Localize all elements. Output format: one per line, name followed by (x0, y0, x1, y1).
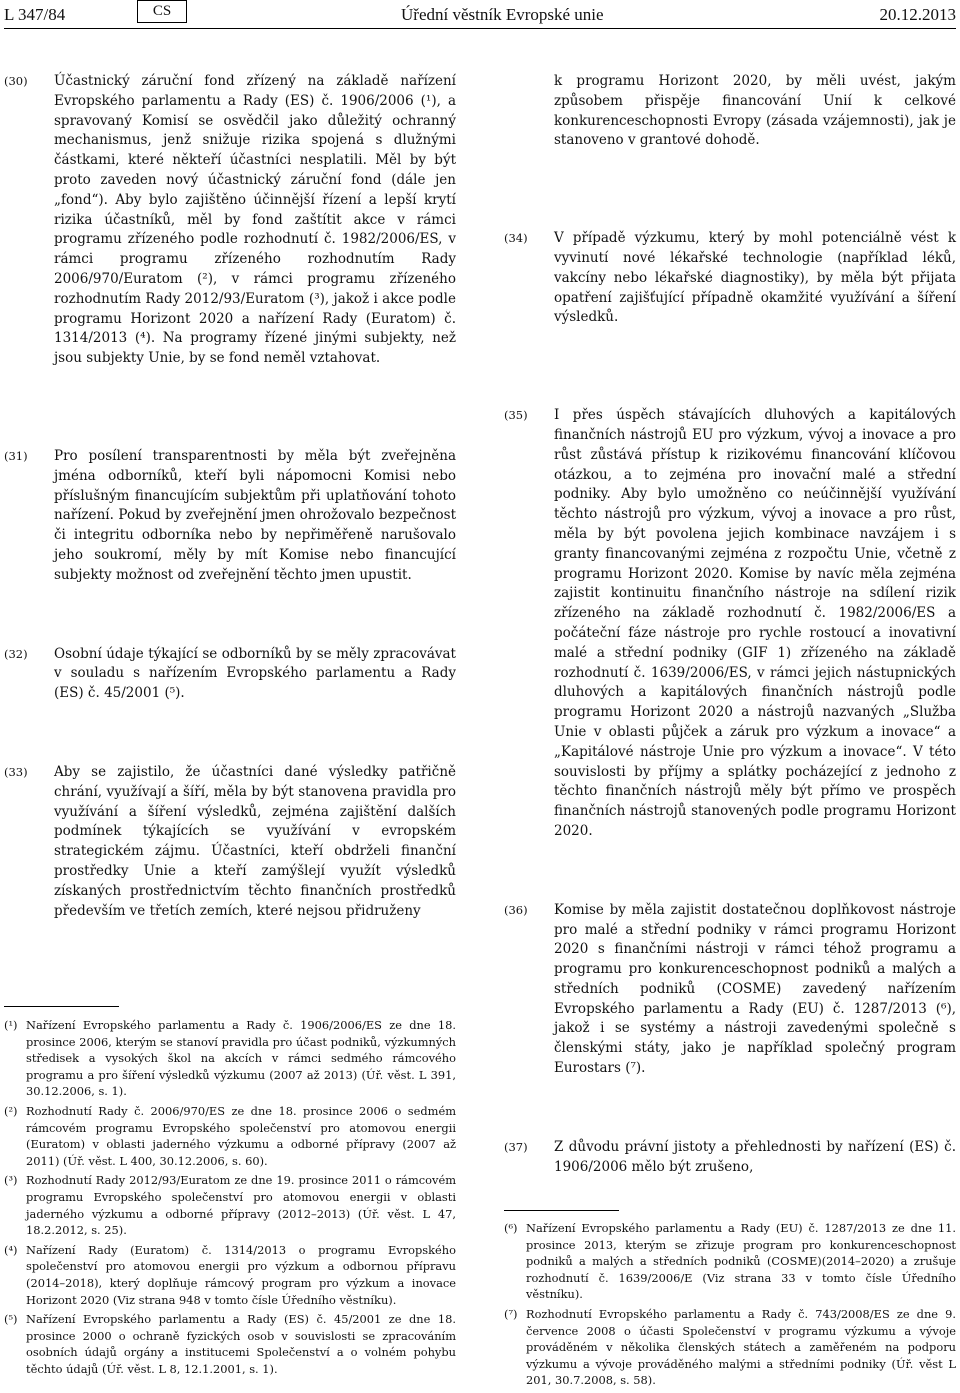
footnote-6: (⁶) Nařízení Evropského parlamentu a Rady (EU) č. 1287/2013 ze dne 11. prosince 2013, kterým se zřizuje program pro konkurenceschopnost podniků a malých a středních podniků (COSME)(2014–2020) a zrušuje rozhodnutí č. 1639/2006/E (Viz strana 33 v tomto čísle Úředního věstníku). (504, 1221, 956, 1302)
footnotes-right (504, 1220, 956, 1392)
recital-33-continued: k programu Horizont 2020, by měli uvést, jakým způsobem přispěje financování Unií k celkové konkurenceschopnosti Evropy (zásada vzájemnosti), jak je stanoveno v grantové dohodě. (554, 73, 956, 149)
footnotes-left (4, 1017, 456, 1380)
recital-35 (504, 406, 956, 842)
recital-number: (30) (4, 74, 28, 88)
footnote-4: (⁴) Nařízení Rady (Euratom) č. 1314/2013 o programu Evropského společenství pro atomovou energii pro výzkum a odbornou přípravu (2014–2018), který doplňuje rámcový program pro výzkum a inovace Horizont 2020 (Viz strana 948 v tomto čísle Úředního věstníku). (4, 1242, 456, 1307)
footnote-2: (²) Rozhodnutí Rady č. 2006/970/ES ze dne 18. prosince 2006 o sedmém rámcovém programu Evropského společenství pro atomovou energii (Euratom) v oblasti jaderného výzkumu a odborné přípravy (2007 až 2011) (Úř. věst. L 400, 30.12.2006, s. 60). (4, 1103, 456, 1168)
recital-30 (4, 72, 456, 369)
recital-number: (32) (4, 646, 28, 661)
right-column (504, 72, 956, 1219)
recital-text: I přes úspěch stávajících dluhových a kapitálových finančních nástrojů EU pro výzkum, vývoj a inovace a pro růst zůstává přístup k rizikovému financování klíčovou otázkou, a to zejména pro inovační malé a střední podniky. Aby bylo umožněno co neúčinnější využívání těchto nástrojů pro výzkum, vývoj a inovace a pro růst, měla by být povolena jejich kombinace navzájem i s granty financovanými zejména z rozpočtu Unie, včetně z programu Horizont 2020. Komise by navíc měla zejména zajistit kontinuitu finančního nástroje na sdílení rizik zřízeného na základě rozhodnutí č. 1982/2006/ES a počáteční fáze nástroje pro rychle rostoucí a inovativní malé a střední podniky (GIF 1) zřízeného na základě rozhodnutí č. 1639/2006/ES, v rámci jejich nástupnických dluhových a kapitálových finančních nástrojů podle programu Horizont 2020 a nástrojů nazvaných „Služba Unie v oblasti půjček a záruk pro výzkum a inovace“ a „Kapitálové nástroje Unie pro výzkum a inovace“. V této souvislosti by příjmy a splátky pocházející z jednoho z těchto finančních nástrojů měly být přímo ve prospěch finančních nástrojů stanovených podle programu Horizont 2020. (554, 407, 956, 839)
recital-text: Pro posílení transparentnosti by měla být zveřejněna jména odborníků, kteří byli nápomocni Komisi nebo příslušným financujícím subjektům při uplatňování tohoto nařízení. Pokud by zveřejnění jmen ohrožovalo bezpečnost či integritu odborníka nebo by nepřiměřeně narušovalo jeho soukromí, měly by mít Komise nebo financující subjekty možnost od zveřejnění těchto jmen upustit. (54, 447, 456, 583)
left-column (4, 72, 456, 963)
recital-number: (35) (504, 408, 528, 423)
recital-36 (504, 901, 956, 1079)
recital-31 (4, 447, 456, 586)
page-header (4, 0, 956, 29)
page-number: L 347/84 (4, 5, 66, 24)
journal-title: Úřední věstník Evropské unie (401, 5, 604, 24)
recital-text: V případě výzkumu, který by mohl potenciálně vést k vyvinutí nové lékařské technologie (například léků, vakcíny nebo lékařské diagnostiky), by měla být přijata opatření zajišťující případně okamžité využívání a šíření výsledků. (554, 230, 956, 326)
footnote-separator (4, 1006, 119, 1007)
recital-text: Účastnický záruční fond zřízený na základě nařízení Evropského parlamentu a Rady (ES) č. 1906/2006 (¹), a spravovaný Komisí se osvědčil jako důležitý ochranný mechanismus, jenž snižuje rizika spojená s dlužnými částkami, které někteří účastníci nesplatili. Měl by být proto zaveden nový účastnický záruční fond (dále jen „fond“). Aby bylo zajištěno účinnější řízení a lepší krytí rizika účastníků, měl by fond zaštítit akce v rámci programu zřízeného podle rozhodnutí č. 1982/2006/ES, v rámci programu zřízeného rozhodnutím Rady 2006/970/Euratom (²), v rámci programu zřízeného rozhodnutím Rady 2012/93/Euratom (³), jakož i akce podle programu Horizont 2020 a nařízení Rady (Euratom) č. 1314/2013 (⁴). Na programy řízené jinými subjekty, než jsou subjekty Unie, by se fond neměl vztahovat. (54, 73, 456, 367)
footnote-3: (³) Rozhodnutí Rady 2012/93/Euratom ze dne 19. prosince 2011 o rámcovém programu Evropského společenství pro atomovou energii v oblasti jaderného výzkumu a odborné přípravy (2012–2013) (Úř. věst. L 47, 18.2.2012, s. 25). (4, 1173, 456, 1238)
recital-text: Aby se zajistilo, že účastníci dané výsledky patřičně chrání, využívají a šíří, měla by být stanovena pravidla pro využívání a šíření výsledků, zejména zajištění dalších podmínek týkajících se využívání v evropském strategickém zájmu. Účastníci, kteří obdrželi finanční prostředky Unie a kteří zamýšlejí využít výsledků získaných prostřednictvím těchto finančních prostředků především ve třetích zemích, které nejsou přidruženy (54, 763, 456, 919)
recital-number: (37) (504, 1139, 528, 1154)
recital-text: Osobní údaje týkající se odborníků by se měly zpracovávat v souladu s nařízením Evropského parlamentu a Rady (ES) č. 45/2001 (⁵). (54, 645, 456, 702)
recital-number: (31) (4, 448, 28, 463)
recital-33 (4, 763, 456, 921)
recital-number: (36) (504, 902, 528, 917)
language-code: CS (137, 0, 187, 23)
recital-number: (34) (504, 231, 528, 246)
recital-32 (4, 645, 456, 704)
recital-37 (504, 1138, 956, 1178)
footnote-7: (⁷) Rozhodnutí Evropského parlamentu a Rady č. 743/2008/ES ze dne 9. července 2008 o účasti Společenství v programu výzkumu a vývoje prováděném v několika členských státech a zaměřeném na podporu výzkumu a vývoje prováděného malými a středními podniky (Úř. věst L 201, 30.7.2008, s. 58). (504, 1306, 956, 1388)
recital-number: (33) (4, 764, 28, 779)
footnote-1: (¹) Nařízení Evropského parlamentu a Rady č. 1906/2006/ES ze dne 18. prosince 2006, kterým se stanoví pravidla pro účast podniků, výzkumných středisek a vysokých škol na akcích v rámci sedmého rámcového programu a pro šíření výsledků výzkumu (2007 až 2013) (Úř. věst. L 391, 30.12.2006, s. 1). (4, 1018, 456, 1099)
issue-date: 20.12.2013 (879, 5, 956, 24)
footnote-separator (504, 1210, 619, 1211)
recital-text: Z důvodu právní jistoty a přehlednosti by nařízení (ES) č. 1906/2006 mělo být zrušeno, (554, 1138, 956, 1175)
footnote-5: (⁵) Nařízení Evropského parlamentu a Rady (ES) č. 45/2001 ze dne 18. prosince 2000 o ochraně fyzických osob v souvislosti se zpracováním osobních údajů orgány a institucemi Společenství a o volném pohybu těchto údajů (Úř. věst. L 8, 12.1.2001, s. 1). (4, 1312, 456, 1376)
recital-34 (504, 229, 956, 328)
recital-text: Komise by měla zajistit dostatečnou doplňkovost nástroje pro malé a střední podniky v rámci programu Horizont 2020 s finančními nástroji v rámci téhož programu a programu pro konkurenceschopnost podniků a malých a středních podniků (COSME) zavedený nařízením Evropského parlamentu a Rady (EU) č. 1287/2013 (⁶), jakož i se systémy a nástroji zavedenými společně s členskými státy, jako je například společný program Eurostars (⁷). (554, 901, 956, 1077)
